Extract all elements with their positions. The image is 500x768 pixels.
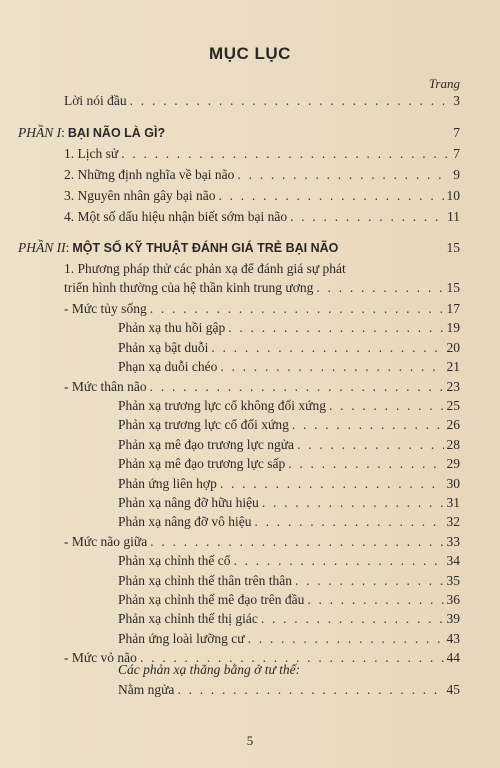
toc-entry-page: 15 [446,280,460,295]
toc-entry-page: 34 [446,553,460,568]
leader-dots [177,682,443,698]
leader-dots [121,146,450,162]
toc-entry-text: Phản ứng liên hợp [118,476,217,491]
leader-dots [297,437,443,453]
leader-dots [248,631,444,647]
toc-entry-text: Phản xạ chỉnh thế cổ [118,553,231,568]
toc-entry-text: - Mức thân não [64,379,147,394]
toc-entry-text: 2. Những định nghĩa về bại não [64,167,235,182]
leader-dots [228,320,443,336]
leader-dots [220,476,444,492]
toc-entry-text: Phản xạ chỉnh thế mê đạo trên đầu [118,592,305,607]
leader-dots [288,456,443,472]
toc-entry-text: 3. Nguyên nhân gây bại não [64,188,216,203]
page-title: MỤC LỤC [209,44,291,63]
toc-entry-page: 28 [446,437,460,452]
toc-entry [64,188,460,204]
toc-entry [118,514,460,530]
toc-entry [64,209,460,225]
part-label: PHẦN II [18,240,66,255]
toc-entry-text: Phản ứng loài lưỡng cư [118,631,245,646]
toc-entry-text: Phản xạ bật duỗi [118,340,209,355]
toc-entry-page: 44 [446,650,460,665]
part-page: 15 [446,240,460,255]
toc-entry-text: - Mức não giữa [64,534,148,549]
toc-entry [64,167,460,183]
toc-entry-page: 30 [446,476,460,491]
leader-dots [237,167,450,183]
leader-dots [262,495,444,511]
leader-dots [233,553,443,569]
leader-dots [130,93,451,109]
leader-dots [220,359,443,375]
leader-dots [150,379,444,395]
part-title: BẠI NÃO LÀ GÌ? [67,126,166,140]
leader-dots [295,573,444,589]
toc-entry [118,437,460,453]
toc-entry-page: 32 [446,514,460,529]
toc-entry-text: Phản xạ nâng đỡ vô hiệu [118,514,252,529]
toc-entry [118,340,460,356]
toc-entry-page: 45 [446,682,460,697]
toc-entry [118,592,460,608]
toc-entry-page: 43 [446,631,460,646]
toc-entry-text: - Mức tủy sống [64,301,147,316]
toc-entry [118,495,460,511]
toc-entry-page: 3 [453,93,460,108]
toc-entry-page: 20 [446,340,460,355]
toc-entry [118,631,460,647]
toc-entry-text: 1. Phương pháp thử các phản xạ để đánh giá sự phát [64,261,346,276]
part-label: PHẦN I [18,125,62,140]
toc-entry [118,417,460,433]
toc-entry [118,320,460,336]
part-heading [18,125,460,141]
leader-dots [316,280,443,296]
toc-entry-text: - Mức vỏ não [64,650,137,665]
toc-entry-page: 7 [453,146,460,161]
toc-entry-intro [64,93,460,109]
toc-entry [118,456,460,472]
part-title: MỘT SỐ KỸ THUẬT ĐÁNH GIÁ TRẺ BẠI NÃO [72,241,339,255]
part-heading [18,240,460,256]
toc-entry-page: 36 [446,592,460,607]
leader-dots [218,188,443,204]
part-separator: : [61,125,65,140]
toc-entry-text: Phản xạ chỉnh thế thân trên thân [118,573,292,588]
toc-entry-page: 11 [447,209,460,224]
toc-entry-page: 39 [446,611,460,626]
leader-dots [329,398,444,414]
page-number: 5 [246,733,254,748]
toc-entry-page: 10 [446,188,460,203]
toc-entry [118,553,460,569]
leader-dots [150,301,444,317]
part-page: 7 [453,125,460,140]
toc-entry-page: 35 [446,573,460,588]
toc-level-entry [64,301,460,317]
toc-entry-text: Phản xạ thu hồi gập [118,320,226,335]
toc-entry-page: 23 [446,379,460,394]
sub-heading-text: Các phản xạ thăng bằng ở tư thế: [118,662,301,677]
toc-entry-line1 [64,261,460,277]
toc-entry [118,359,460,375]
sub-heading [118,662,460,678]
toc-entry [118,573,460,589]
toc-entry-text: Phản xạ trương lực cổ không đối xứng [118,398,326,413]
toc-entry-text: 4. Một số dấu hiệu nhận biết sớm bại não [64,209,288,224]
toc-entry-text: Phản xạ chỉnh thế thị giác [118,611,258,626]
toc-entry-text: Phạn xạ duỗi chéo [118,359,218,374]
toc-entry-page: 17 [446,301,460,316]
leader-dots [261,611,444,627]
toc-level-entry [64,379,460,395]
page-column-label: Trang [428,76,460,91]
toc-level-entry [64,534,460,550]
toc-entry-text: triển hình thường của hệ thần kinh trung ương [64,280,314,295]
leader-dots [307,592,443,608]
toc-entry [64,280,460,296]
toc-entry-text: Nằm ngửa [118,682,175,697]
toc-entry [118,476,460,492]
part-separator: : [65,240,70,255]
leader-dots [255,514,444,530]
toc-entry [118,611,460,627]
toc-entry-text: Phản xạ trương lực cổ đối xứng [118,417,289,432]
toc-entry-page: 9 [453,167,460,182]
toc-entry [118,398,460,414]
leader-dots [211,340,443,356]
toc-entry-page: 33 [446,534,460,549]
toc-entry-text: Lời nói đầu [64,93,127,108]
toc-entry [118,682,460,698]
toc-entry-text: 1. Lịch sử [64,146,119,161]
leader-dots [150,534,443,550]
toc-entry [64,146,460,162]
toc-entry-page: 29 [446,456,460,471]
leader-dots [290,209,444,225]
toc-entry-page: 19 [446,320,460,335]
toc-entry-page: 25 [446,398,460,413]
toc-entry-page: 21 [446,359,460,374]
toc-entry-text: Phản xạ mê đạo trương lực sấp [118,456,286,471]
toc-entry-text: Phản xạ mê đạo trương lực ngửa [118,437,295,452]
leader-dots [292,417,444,433]
toc-entry-page: 26 [446,417,460,432]
toc-entry-text: Phản xạ nâng đỡ hữu hiệu [118,495,259,510]
toc-entry-page: 31 [446,495,460,510]
